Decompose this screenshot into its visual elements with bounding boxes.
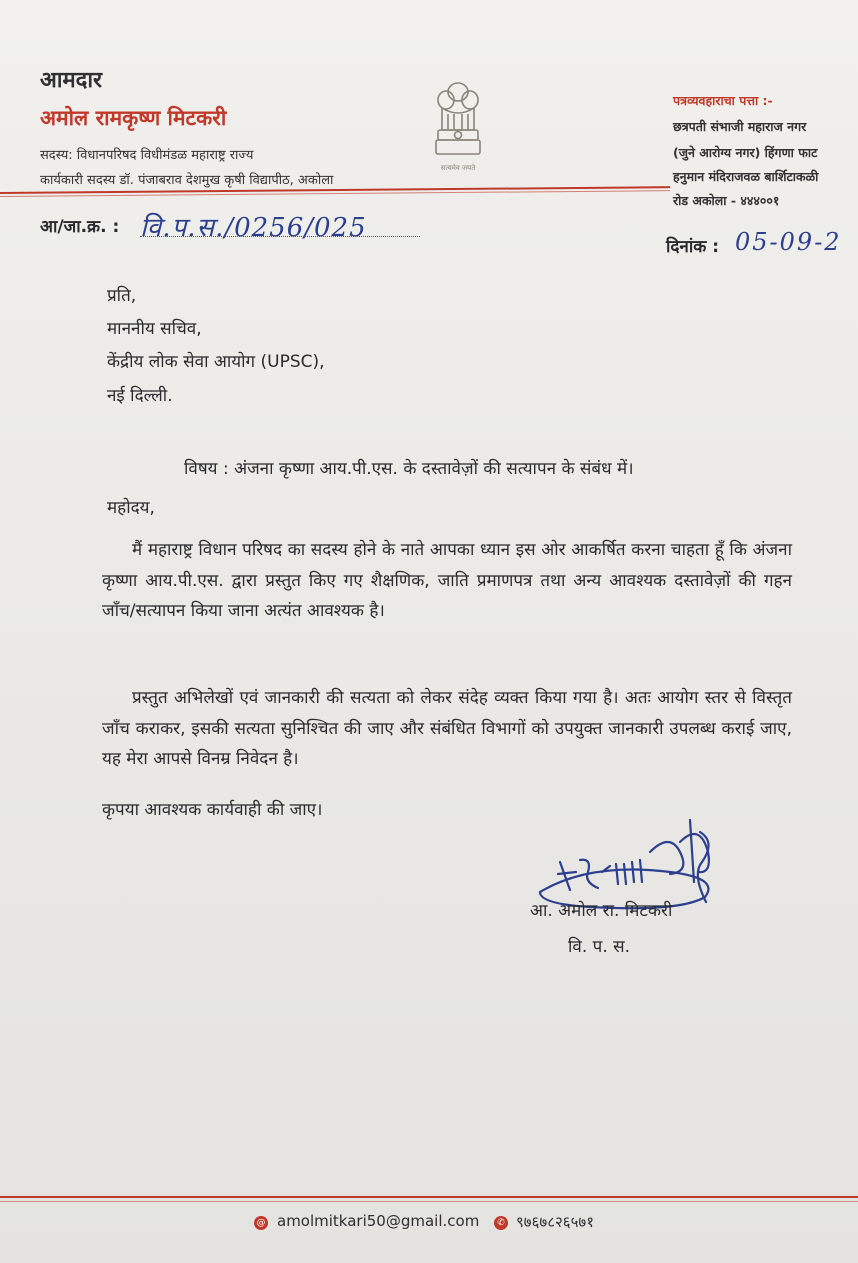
letter-subject: विषय : अंजना कृष्णा आय.पी.एस. के दस्तावेज़ों की सत्यापन के संबंध में। <box>184 459 634 479</box>
recipient-line: केंद्रीय लोक सेवा आयोग (UPSC), <box>107 352 325 372</box>
recipient-line: माननीय सचिव, <box>107 319 202 339</box>
letter-paragraph-2: प्रस्तुत अभिलेखों एवं जानकारी की सत्यता को लेकर संदेह व्यक्त किया गया है। अतः आयोग स्तर से विस्तृत जाँच कराकर, इसकी सत्यता सुनिश्चित की जाए और संबंधित विभागों को उपयुक्त जानकारी उपलब्ध कराई जाए, यह मेरा आपसे विनम्र निवेदन है। <box>102 688 792 769</box>
footer-email: amolmitkari50@gmail.com <box>277 1212 480 1230</box>
letterhead-designation-2: कार्यकारी सदस्य डॉ. पंजाबराव देशमुख कृषी विद्यापीठ, अकोला <box>40 173 334 188</box>
reference-label: आ/जा.क्र. : <box>40 217 120 237</box>
address-line: रोड अकोला - ४४४००१ <box>673 193 780 208</box>
letter-salutation: महोदय, <box>107 498 155 518</box>
recipient-line: नई दिल्ली. <box>107 386 173 406</box>
national-emblem-icon <box>428 74 488 178</box>
address-label: पत्रव्यवहाराचा पत्ता :- <box>673 93 773 108</box>
reference-number-handwritten: वि.प.स./0256/025 <box>140 213 367 243</box>
signatory-name: आ. अमोल रा. मिटकरी <box>530 901 673 921</box>
recipient-line: प्रति, <box>107 286 137 306</box>
letterhead-designation-1: सदस्य: विधानपरिषद विधीमंडळ महाराष्ट्र राज्य <box>40 148 254 163</box>
date-handwritten: 05-09-2 <box>735 228 842 256</box>
signatory-title: वि. प. स. <box>568 937 631 957</box>
footer-divider-secondary <box>0 1201 858 1202</box>
footer-phone: ९७६७८२६५७१ <box>516 1213 595 1231</box>
phone-icon: ✆ <box>494 1216 508 1230</box>
letter-paragraph-1: मैं महाराष्ट्र विधान परिषद का सदस्य होने के नाते आपका ध्यान इस ओर आकर्षित करना चाहता हूँ कि अंजना कृष्णा आय.पी.एस. द्वारा प्रस्तुत किए गए शैक्षणिक, जाति प्रमाणपत्र तथा अन्य आवश्यक दस्तावेज़ों की गहन जाँच/सत्यापन किया जाना अत्यंत आवश्यक है। <box>102 540 792 621</box>
address-line: (जुने आरोग्य नगर) हिंगणा फाट <box>673 145 818 160</box>
date-label: दिनांक : <box>666 237 720 257</box>
reference-dotted-line <box>140 236 420 238</box>
footer-divider <box>0 1196 858 1198</box>
letter-paragraph-3: कृपया आवश्यक कार्यवाही की जाए। <box>102 800 323 820</box>
mail-icon: @ <box>254 1216 268 1230</box>
letterhead-title: आमदार <box>40 68 103 93</box>
letterhead-name: अमोल रामकृष्ण मिटकरी <box>40 106 227 130</box>
address-line: छत्रपती संभाजी महाराज नगर <box>673 119 807 134</box>
emblem-motto: सत्यमेव जयते <box>440 164 476 172</box>
address-line: हनुमान मंदिराजवळ बार्शिटाकळी <box>673 169 819 184</box>
